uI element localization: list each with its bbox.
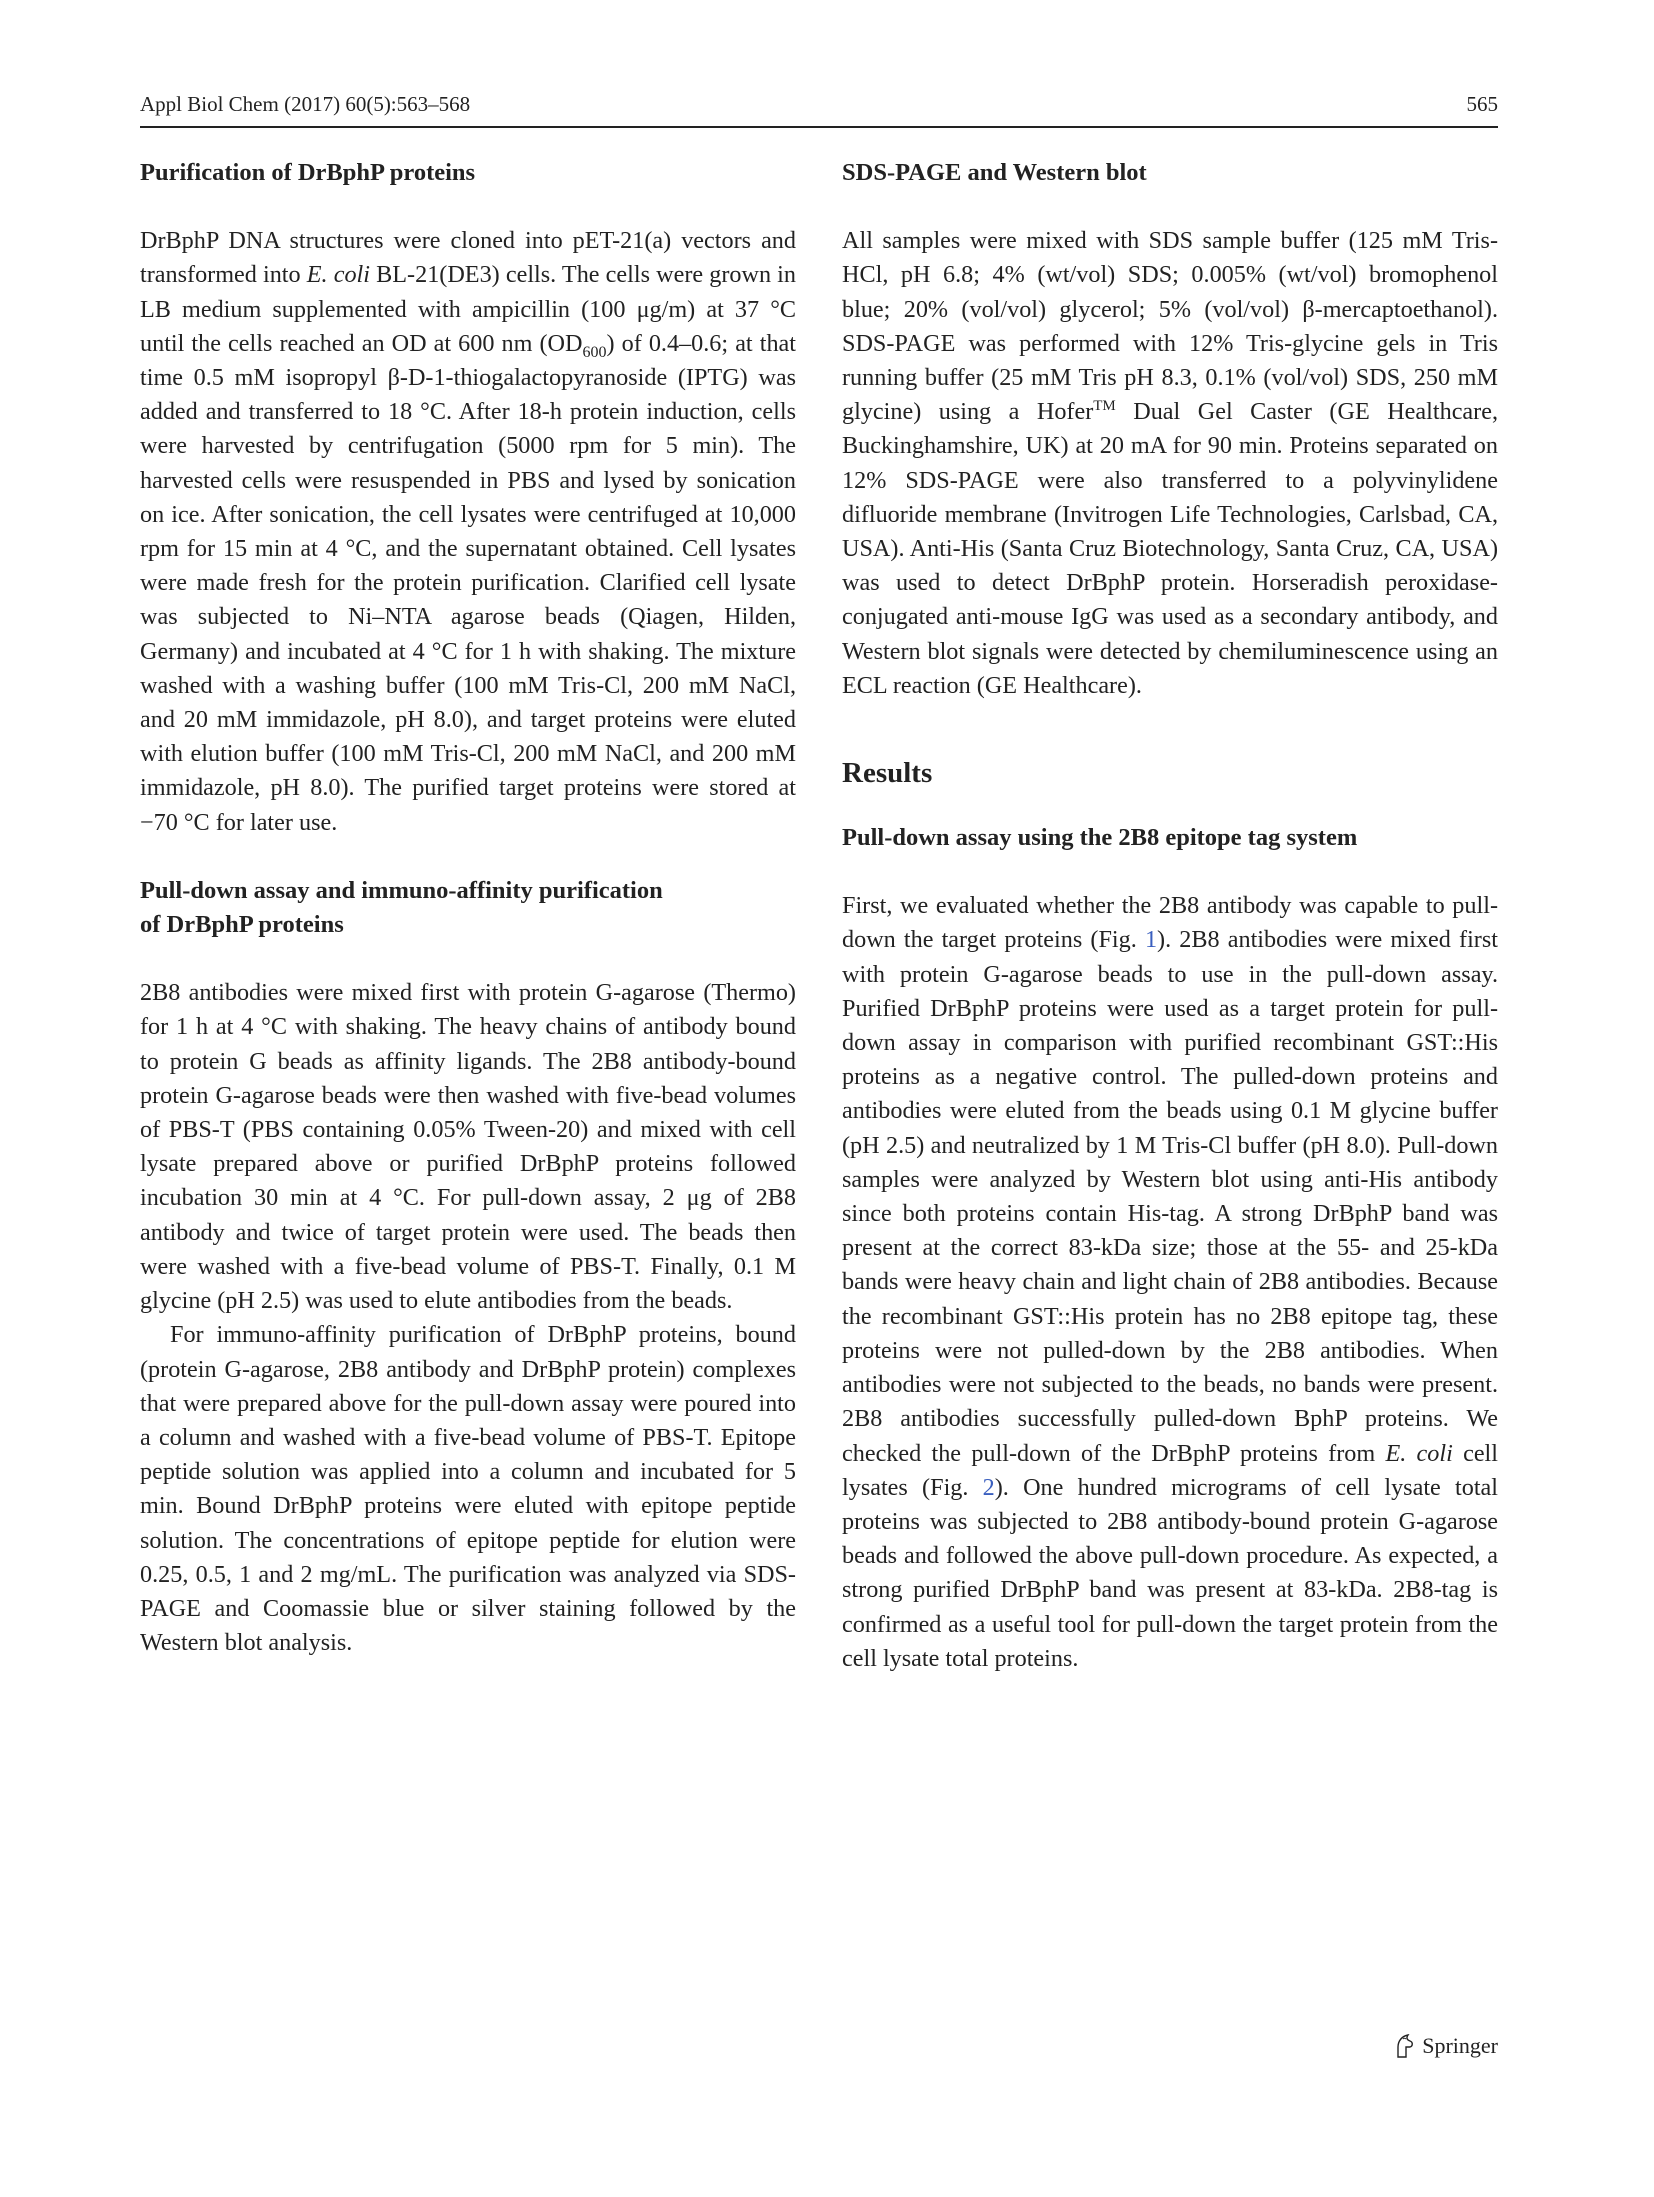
section-heading-results: Results <box>842 757 933 790</box>
section-heading-pulldown <box>140 874 796 942</box>
text-run: ). One hundred micrograms of cell lysate total proteins was subjected to 2B8 antibody-bound protein G-agarose beads and followed the above pull-down procedure. As expected, a strong purified DrBphP band was present at 83-kDa. 2B8-tag is confirmed as a useful tool for pull-down the target protein from the cell lysate total proteins. <box>842 1473 1498 1672</box>
publisher-footer <box>1373 2028 1498 2064</box>
section-heading-sds-page: SDS-PAGE and Western blot <box>842 159 1147 186</box>
journal-citation: Appl Biol Chem (2017) 60(5):563–568 <box>140 92 471 116</box>
left-column <box>140 156 796 1660</box>
species-italic: E. coli <box>1385 1439 1453 1467</box>
paragraph-sds-page <box>842 224 1498 703</box>
trademark-superscript: TM <box>1093 398 1116 415</box>
springer-horse-icon <box>1394 2033 1416 2059</box>
subsection-heading-pulldown-assay: Pull-down assay using the 2B8 epitope tag system <box>842 824 1358 852</box>
section-heading-purification: Purification of DrBphP proteins <box>140 159 476 186</box>
text-run: DrBphP DNA structures were cloned into pET-21(a) vectors and transformed into <box>140 227 796 289</box>
right-column <box>842 156 1498 1676</box>
running-header <box>140 88 1498 128</box>
text-run: BL-21(DE3) cells. The cells were grown in LB medium supplemented with ampicillin (100 μg/m) at 37 °C until the cells reached an OD at 600 nm (OD <box>140 261 796 357</box>
paragraph-results <box>842 889 1498 1676</box>
subscript: 600 <box>582 343 607 361</box>
text-run: Dual Gel Caster (GE Healthcare, Buckinghamshire, UK) at 20 mA for 90 min. Proteins separated on 12% SDS-PAGE were also transferred to a polyvinylidene difluoride membrane (Invitrogen Life Technologies, Carlsbad, CA, USA). Anti-His (Santa Cruz Biotechnology, Santa Cruz, CA, USA) was used to detect DrBphP protein. Horseradish peroxidase-conjugated anti-mouse IgG was used as a secondary antibody, and Western blot signals were detected by chemiluminescence using an ECL reaction (GE Healthcare). <box>842 398 1498 699</box>
paragraph-purification <box>140 224 796 840</box>
heading-line: of DrBphP proteins <box>140 911 344 939</box>
text-run: ). 2B8 antibodies were mixed first with protein G-agarose beads to use in the pull-down assay. Purified DrBphP proteins were used as a target protein for pull-down assay in comparison with purified recombinant GST::His proteins as a negative control. The pulled-down proteins and antibodies were eluted from the beads using 0.1 M glycine buffer (pH 2.5) and neutralized by 1 M Tris-Cl buffer (pH 8.0). Pull-down samples were analyzed by Western blot using anti-His antibody since both proteins contain His-tag. A strong DrBphP band was present at the correct 83-kDa size; those at the 55- and 25-kDa bands were heavy chain and light chain of 2B8 antibodies. Because the recombinant GST::His protein has no 2B8 epitope tag, these proteins were not pulled-down by the 2B8 antibodies. When antibodies were not subjected to the beads, no bands were present. 2B8 antibodies successfully pulled-down BphP proteins. We checked the pull-down of the DrBphP proteins from <box>842 926 1498 1467</box>
publisher-name: Springer <box>1422 2033 1498 2058</box>
text-run: ) of 0.4–0.6; at that time 0.5 mM isopropyl β-D-1-thiogalactopyranoside (IPTG) was added and transferred to 18 °C. After 18-h protein induction, cells were harvested by centrifugation (5000 rpm for 5 min). The harvested cells were resuspended in PBS and lysed by sonication on ice. After sonication, the cell lysates were centrifuged at 10,000 rpm for 15 min at 4 °C, and the supernatant obtained. Cell lysates were made fresh for the protein purification. Clarified cell lysate was subjected to Ni–NTA agarose beads (Qiagen, Hilden, Germany) and incubated at 4 °C for 1 h with shaking. The mixture washed with a washing buffer (100 mM Tris-Cl, 200 mM NaCl, and 20 mM immidazole, pH 8.0), and target proteins were eluted with elution buffer (100 mM Tris-Cl, 200 mM NaCl, and 200 mM immidazole, pH 8.0). The purified target proteins were stored at −70 °C for later use. <box>140 329 796 836</box>
page-number: 565 <box>1466 92 1498 116</box>
text-run: All samples were mixed with SDS sample buffer (125 mM Tris-HCl, pH 6.8; 4% (wt/vol) SDS; 0.005% (wt/vol) bromophenol blue; 20% (vol/vol) glycerol; 5% (vol/vol) β-mercaptoethanol). SDS-PAGE was performed with 12% Tris-glycine gels in Tris running buffer (25 mM Tris pH 8.3, 0.1% (vol/vol) SDS, 250 mM glycine) using a Hofer <box>842 227 1498 426</box>
text-run: cell lysates (Fig. <box>842 1439 1498 1501</box>
paragraph-pulldown-1: 2B8 antibodies were mixed first with protein G-agarose (Thermo) for 1 h at 4 °C with shaking. The heavy chains of antibody bound to protein G beads as affinity ligands. The 2B8 antibody-bound protein G-agarose beads were then washed with five-bead volumes of PBS-T (PBS containing 0.05% Tween-20) and mixed with cell lysate prepared above or purified DrBphP proteins followed incubation 30 min at 4 °C. For pull-down assay, 2 μg of 2B8 antibody and twice of target protein were used. The beads then were washed with a five-bead volume of PBS-T. Finally, 0.1 M glycine (pH 2.5) was used to elute antibodies from the beads. <box>140 979 796 1315</box>
text-run: First, we evaluated whether the 2B8 antibody was capable to pull-down the target proteins (Fig. <box>842 892 1498 954</box>
species-italic: E. coli <box>306 261 370 289</box>
figure-2-link[interactable]: 2 <box>982 1473 995 1501</box>
paragraph-pulldown-2: For immuno-affinity purification of DrBphP proteins, bound (protein G-agarose, 2B8 antibody and DrBphP protein) complexes that were prepared above for the pull-down assay were poured into a column and washed with a five-bead volume of PBS-T. Epitope peptide solution was applied into a column and incubated for 5 min. Bound DrBphP proteins were eluted with epitope peptide solution. The concentrations of epitope peptide for elution were 0.25, 0.5, 1 and 2 mg/mL. The purification was analyzed via SDS-PAGE and Coomassie blue or silver staining followed by the Western blot analysis. <box>140 1321 796 1657</box>
figure-1-link[interactable]: 1 <box>1144 926 1158 954</box>
heading-line: Pull-down assay and immuno-affinity purification <box>140 876 663 904</box>
